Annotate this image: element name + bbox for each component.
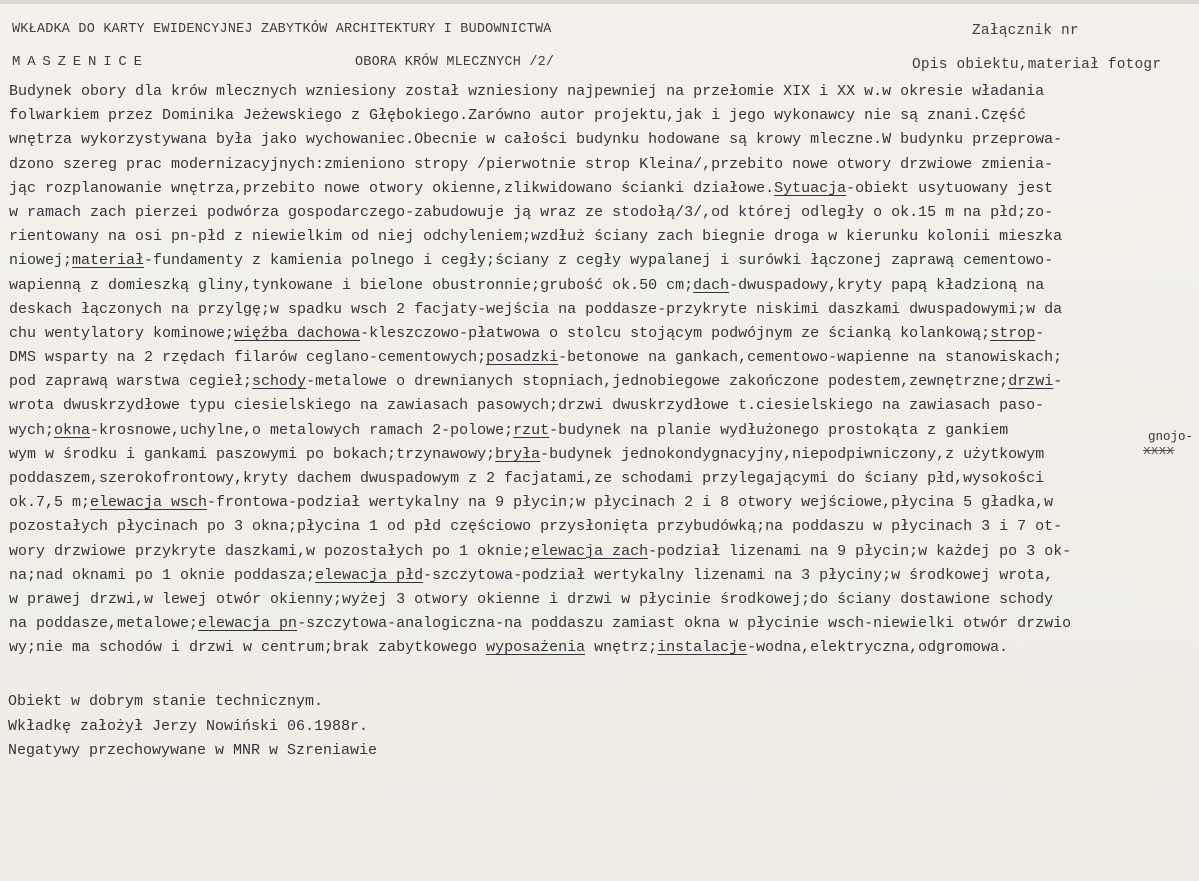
text-run: -obiekt usytuowany jest xyxy=(846,179,1054,197)
keyword-elewacja-pn: elewacja pn xyxy=(198,615,298,633)
text-run: -fundamenty z kamienia polnego i cegły;ściany z cegły wypalanej i surówki łączonej zaprawą cementowo- xyxy=(144,252,1054,270)
keyword-posadzki: posadzki xyxy=(486,349,559,367)
text-run: -kleszczowo-płatwowa o stolcu stojącym podwójnym ze ścianką kolankową; xyxy=(360,324,991,342)
section-label: Opis obiektu,materiał fotogr xyxy=(912,57,1162,73)
text-run: -podział lizenami na 9 płycin;w każdej po 3 ok- xyxy=(648,542,1072,560)
condition-note: Obiekt w dobrym stanie technicznym. xyxy=(8,693,324,710)
text-line xyxy=(9,249,1199,273)
text-run: -frontowa-podział wertykalny na 9 płycin;w płycinach 2 i 8 otwory wejściowe,płycina 5 gładka,w xyxy=(207,494,1054,512)
text-run: - xyxy=(1035,324,1045,342)
text-run: -dwuspadowy,kryty papą kładzioną na xyxy=(729,276,1045,294)
text-run: - xyxy=(1053,373,1063,391)
text-line: dzono szereg prac modernizacyjnych:zmieniono stropy /pierwotnie strop Kleina/,przebito nowe otwory drzwiowe zmienia- xyxy=(9,155,1054,173)
keyword-instalacje: instalacje xyxy=(657,639,748,657)
attachment-label: Załącznik nr xyxy=(972,23,1079,39)
text-line xyxy=(9,322,1199,346)
text-line: w prawej drzwi,w lewej otwór okienny;wyżej 3 otwory okienne i drzwi w płycinie środkowej;do ściany dostawione schody xyxy=(9,590,1054,608)
text-line: rientowany na osi pn-płd z niewielkim od niej odchyleniem;wzdłuż ściany zach biegnie droga w kierunku kolonii mieszka xyxy=(9,228,1063,246)
keyword-elewacja-wsch: elewacja wsch xyxy=(90,494,208,512)
text-line xyxy=(9,274,1199,298)
text-line: wrota dwuskrzydłowe typu ciesielskiego na zawiasach pasowych;drzwi dwuskrzydłowe t.ciesielskiego na zawiasach paso- xyxy=(9,397,1045,415)
keyword-wyposazenia: wyposażenia xyxy=(486,639,586,657)
keyword-elewacja-pld: elewacja płd xyxy=(315,566,424,584)
struck-out-text: xxxx xyxy=(1143,443,1175,458)
author-note: Wkładkę założył Jerzy Nowiński 06.1988r. xyxy=(8,718,369,735)
text-run: -szczytowa-analogiczna-na poddaszu zamiast okna w płycinie wsch-niewielki otwór drzwio xyxy=(297,615,1072,633)
text-run: wy;nie ma schodów i drzwi w centrum;brak zabytkowego xyxy=(9,639,487,657)
text-run: -metalowe o drewnianych stopniach,jednobiegowe zakończone podestem,zewnętrzne; xyxy=(306,373,1009,391)
text-run: wapienną z domieszką gliny,tynkowane i bielone obustronnie;grubość ok.50 cm; xyxy=(9,276,694,294)
text-run: DMS wsparty na 2 rzędach filarów ceglano-cementowych; xyxy=(9,349,487,367)
margin-insert: gnojo- xyxy=(1148,430,1194,444)
text-line xyxy=(9,346,1199,370)
text-run: -szczytowa-podział wertykalny lizenami na 3 płyciny;w środkowej wrota, xyxy=(423,566,1054,584)
text-line xyxy=(9,443,1199,467)
description-body xyxy=(9,80,1199,661)
text-line: Budynek obory dla krów mlecznych wzniesiony został wzniesiony najpewniej na przełomie XIX i XX w.w okresie władania xyxy=(9,83,1045,100)
text-line: folwarkiem przez Dominika Jeżewskiego z Głębokiego.Zarówno autor projektu,jak i jego wykonawcy nie są znani.Część xyxy=(9,107,1027,125)
negatives-note: Negatywy przechowywane w MNR w Szreniawie xyxy=(8,742,378,759)
text-run: -budynek jednokondygnacyjny,niepodpiwniczony,z użytkowym xyxy=(540,445,1045,463)
text-run: pod zaprawą warstwa cegieł; xyxy=(9,373,253,391)
keyword-material: materiał xyxy=(72,252,145,270)
text-line xyxy=(9,564,1199,588)
keyword-drzwi: drzwi xyxy=(1008,373,1054,391)
keyword-okna: okna xyxy=(54,421,91,439)
keyword-strop: strop xyxy=(990,324,1036,342)
text-run: -budynek na planie wydłużonego prostokąta z gankiem xyxy=(549,421,1009,439)
text-line: poddaszem,szerokofrontowy,kryty dachem dwuspadowym z 2 facjatami,ze schodami przylegającymi do ściany płd,wysokości xyxy=(9,470,1045,487)
keyword-sytuacja: Sytuacja xyxy=(774,179,847,197)
text-line xyxy=(9,636,1199,660)
object-name: OBORA KRÓW MLECZNYCH /2/ xyxy=(355,55,555,70)
text-run: chu wentylatory kominowe; xyxy=(9,324,235,342)
text-run: wnętrz; xyxy=(585,639,658,657)
text-run: wory drzwiowe przykryte daszkami,w pozostałych po 1 oknie; xyxy=(9,542,532,560)
keyword-bryla: bryła xyxy=(495,445,541,463)
text-run: ok.7,5 m; xyxy=(9,494,91,512)
keyword-elewacja-zach: elewacja zach xyxy=(531,542,649,560)
text-run: jąc rozplanowanie wnętrza,przebito nowe otwory okienne,zlikwidowano ścianki działowe. xyxy=(9,179,775,197)
place-name: MASZENICE xyxy=(12,54,149,70)
card-top-edge xyxy=(0,0,1199,4)
text-run: niowej; xyxy=(9,252,73,270)
text-run: -krosnowe,uchylne,o metalowych ramach 2-polowe; xyxy=(90,421,514,439)
text-run: na;nad oknami po 1 oknie poddasza; xyxy=(9,566,316,584)
text-line xyxy=(9,491,1199,515)
keyword-rzut: rzut xyxy=(513,421,550,439)
text-line: deskach łączonych na przylgę;w spadku wsch 2 facjaty-wejścia na poddasze-przykryte niskimi daszkami dwuspadowymi;w da xyxy=(9,300,1063,318)
keyword-schody: schody xyxy=(252,373,307,391)
text-run: na poddasze,metalowe; xyxy=(9,615,199,633)
text-run: -wodna,elektryczna,odgromowa. xyxy=(747,639,1009,657)
text-run: wym w środku i gankami paszowymi po bokach;trzynawowy; xyxy=(9,445,496,463)
text-line xyxy=(9,419,1199,443)
text-run: -betonowe na gankach,cementowo-wapienne na stanowiskach; xyxy=(558,349,1063,367)
text-line xyxy=(9,177,1199,201)
text-line: pozostałych płycinach po 3 okna;płycina 1 od płd częściowo przysłonięta przybudówką;na poddaszu w płycinach 3 i 7 ot- xyxy=(9,518,1063,536)
text-line xyxy=(9,370,1199,394)
text-line xyxy=(9,540,1199,564)
card-title: WKŁADKA DO KARTY EWIDENCYJNEJ ZABYTKÓW ARCHITEKTURY I BUDOWNICTWA xyxy=(12,22,552,37)
text-run: wych; xyxy=(9,421,55,439)
text-line xyxy=(9,612,1199,636)
keyword-dach: dach xyxy=(693,276,730,294)
text-line: wnętrza wykorzystywana była jako wychowaniec.Obecnie w całości budynku hodowane są krowy mleczne.W budynku przeprowa- xyxy=(9,131,1063,149)
text-line: w ramach zach pierzei podwórza gospodarczego-zabudowuje ją wraz ze stodołą/3/,od której odległy o ok.15 m na płd;zo- xyxy=(9,203,1054,221)
keyword-wiezba: więźba dachowa xyxy=(234,324,361,342)
